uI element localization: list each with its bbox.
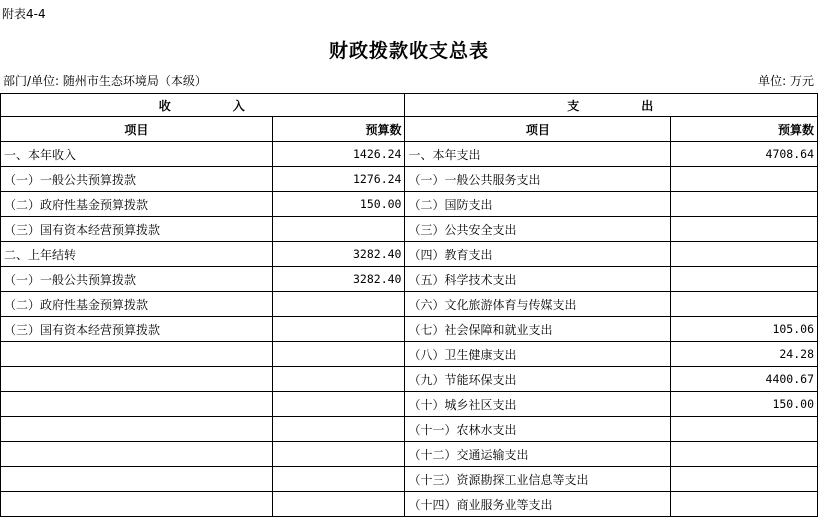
- expense-budget-cell: 150.00: [671, 392, 818, 417]
- table-number: 附表4-4: [2, 7, 46, 21]
- table-row: [1, 142, 818, 167]
- table-row: [1, 467, 818, 492]
- income-budget-cell: 150.00: [272, 192, 405, 217]
- table-row: [1, 492, 818, 517]
- income-header-char-2: 入: [232, 98, 247, 113]
- expense-budget-cell: [671, 492, 818, 517]
- income-item-cell: 一、本年收入: [1, 142, 273, 167]
- income-budget-cell: [272, 392, 405, 417]
- income-item-cell: [1, 367, 273, 392]
- expense-budget-cell: [671, 467, 818, 492]
- income-item-cell: （二）政府性基金预算拨款: [1, 192, 273, 217]
- table-row: [1, 342, 818, 367]
- income-budget-cell: [272, 292, 405, 317]
- expense-item-cell: （九）节能环保支出: [405, 367, 671, 392]
- income-item-cell: [1, 442, 273, 467]
- expense-header-char-1: 支: [567, 98, 582, 113]
- expense-budget-cell: [671, 217, 818, 242]
- table-row: [1, 167, 818, 192]
- income-budget-cell: 1276.24: [272, 167, 405, 192]
- budget-table: [0, 93, 818, 517]
- income-item-cell: [1, 492, 273, 517]
- expense-item-cell: （十）城乡社区支出: [405, 392, 671, 417]
- income-budget-cell: 3282.40: [272, 267, 405, 292]
- income-item-cell: （三）国有资本经营预算拨款: [1, 217, 273, 242]
- income-item-cell: 二、上年结转: [1, 242, 273, 267]
- income-budget-cell: [272, 467, 405, 492]
- expense-item-cell: （十四）商业服务业等支出: [405, 492, 671, 517]
- expense-budget-cell: [671, 442, 818, 467]
- expense-budget-cell: [671, 242, 818, 267]
- unit-label: 单位: 万元: [758, 74, 814, 88]
- expense-section-header: [405, 94, 818, 117]
- income-item-cell: [1, 417, 273, 442]
- income-item-cell: （三）国有资本经营预算拨款: [1, 317, 273, 342]
- table-row: [1, 217, 818, 242]
- expense-budget-cell: 24.28: [671, 342, 818, 367]
- expense-budget-header: 预算数: [671, 117, 818, 142]
- income-budget-cell: [272, 367, 405, 392]
- section-header-row: [1, 94, 818, 117]
- column-header-row: [1, 117, 818, 142]
- income-budget-cell: [272, 442, 405, 467]
- table-row: [1, 192, 818, 217]
- table-row: [1, 367, 818, 392]
- expense-item-cell: （八）卫生健康支出: [405, 342, 671, 367]
- income-item-cell: （二）政府性基金预算拨款: [1, 292, 273, 317]
- income-section-header: [1, 94, 405, 117]
- expense-budget-cell: 105.06: [671, 317, 818, 342]
- income-budget-cell: 3282.40: [272, 242, 405, 267]
- table-row: [1, 267, 818, 292]
- expense-item-cell: （四）教育支出: [405, 242, 671, 267]
- table-row: [1, 417, 818, 442]
- income-item-cell: [1, 392, 273, 417]
- expense-header-char-2: 出: [641, 98, 656, 113]
- expense-item-cell: （十三）资源勘探工业信息等支出: [405, 467, 671, 492]
- income-item-cell: （一）一般公共预算拨款: [1, 167, 273, 192]
- expense-item-header: 项目: [405, 117, 671, 142]
- table-body: [1, 142, 818, 517]
- table-row: [1, 442, 818, 467]
- expense-budget-cell: [671, 167, 818, 192]
- expense-item-cell: 一、本年支出: [405, 142, 671, 167]
- income-header-char-1: 收: [158, 98, 173, 113]
- expense-budget-cell: 4708.64: [671, 142, 818, 167]
- expense-budget-cell: [671, 292, 818, 317]
- table-row: [1, 317, 818, 342]
- expense-item-cell: （二）国防支出: [405, 192, 671, 217]
- expense-item-cell: （一）一般公共服务支出: [405, 167, 671, 192]
- expense-budget-cell: [671, 417, 818, 442]
- expense-item-cell: （十二）交通运输支出: [405, 442, 671, 467]
- income-budget-cell: [272, 342, 405, 367]
- income-item-cell: [1, 342, 273, 367]
- expense-item-cell: （七）社会保障和就业支出: [405, 317, 671, 342]
- expense-budget-cell: [671, 192, 818, 217]
- page-title: 财政拨款收支总表: [328, 40, 489, 62]
- expense-item-cell: （五）科学技术支出: [405, 267, 671, 292]
- table-row: [1, 242, 818, 267]
- expense-budget-cell: [671, 267, 818, 292]
- expense-budget-cell: 4400.67: [671, 367, 818, 392]
- income-budget-cell: [272, 417, 405, 442]
- table-row: [1, 392, 818, 417]
- department-label: 部门/单位: 随州市生态环境局（本级）: [3, 74, 207, 88]
- income-budget-cell: 1426.24: [272, 142, 405, 167]
- expense-item-cell: （三）公共安全支出: [405, 217, 671, 242]
- income-item-cell: [1, 467, 273, 492]
- income-budget-cell: [272, 217, 405, 242]
- income-item-cell: （一）一般公共预算拨款: [1, 267, 273, 292]
- income-budget-cell: [272, 492, 405, 517]
- income-budget-header: 预算数: [272, 117, 405, 142]
- income-item-header: 项目: [1, 117, 273, 142]
- income-budget-cell: [272, 317, 405, 342]
- expense-item-cell: （十一）农林水支出: [405, 417, 671, 442]
- expense-item-cell: （六）文化旅游体育与传媒支出: [405, 292, 671, 317]
- table-row: [1, 292, 818, 317]
